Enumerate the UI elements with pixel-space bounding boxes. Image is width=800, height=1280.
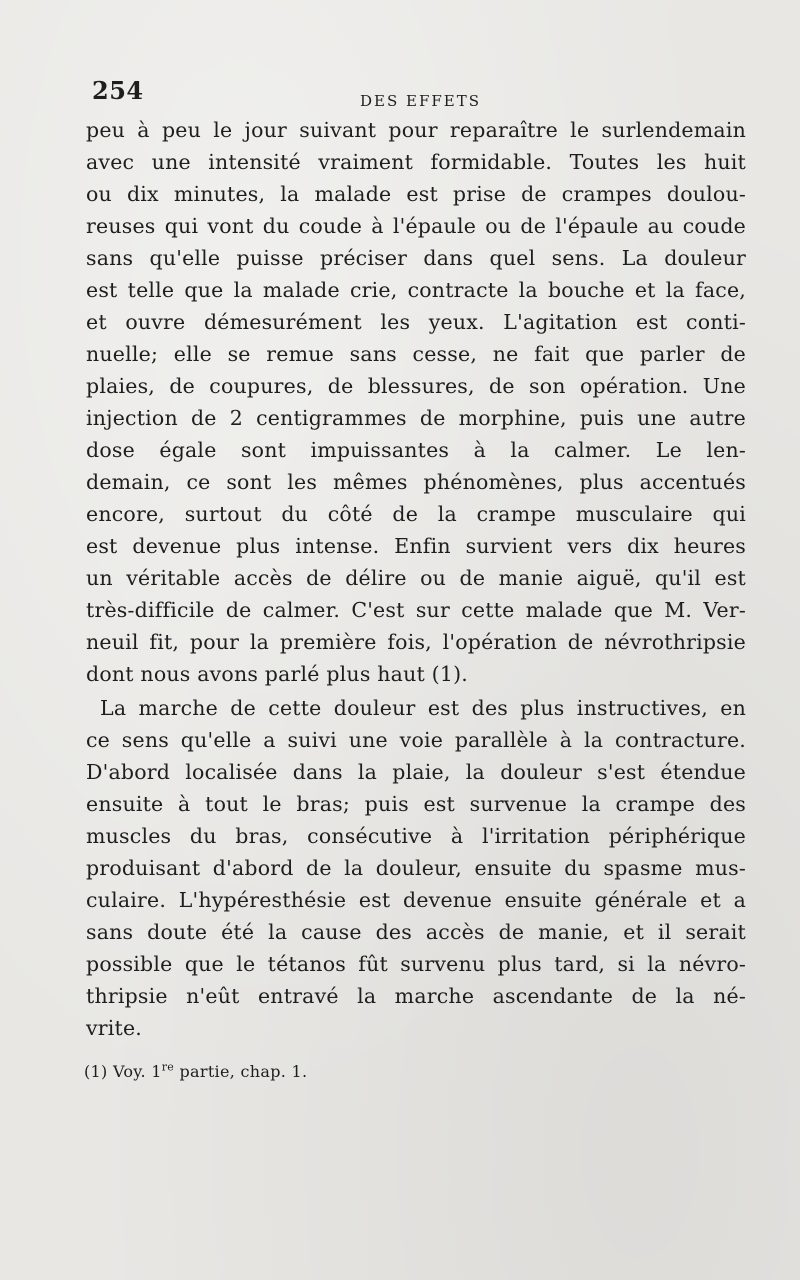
- text-line: plaies, de coupures, de blessures, de son opération. Une: [86, 374, 746, 398]
- paragraph-2: [86, 692, 746, 1044]
- running-head: DES EFFETS: [360, 92, 482, 110]
- text-line: thripsie n'eût entravé la marche ascendante de la né-: [86, 984, 746, 1008]
- text-line: La marche de cette douleur est des plus instructives, en: [100, 696, 746, 720]
- footnote: [84, 1062, 307, 1081]
- text-line: dose égale sont impuissantes à la calmer. Le len-: [86, 438, 746, 462]
- text-line: nuelle; elle se remue sans cesse, ne fait que parler de: [86, 342, 746, 366]
- text-line: est devenue plus intense. Enfin survient vers dix heures: [86, 534, 746, 558]
- text-line: et ouvre démesurément les yeux. L'agitation est conti-: [86, 310, 746, 334]
- text-line: peu à peu le jour suivant pour reparaître le surlendemain: [86, 118, 746, 142]
- footnote-superscript: re: [161, 1060, 175, 1074]
- text-line: ce sens qu'elle a suivi une voie parallèle à la contracture.: [86, 728, 746, 752]
- text-line: muscles du bras, consécutive à l'irritation périphérique: [86, 824, 746, 848]
- text-line: avec une intensité vraiment formidable. Toutes les huit: [86, 150, 746, 174]
- text-line: reuses qui vont du coude à l'épaule ou de l'épaule au coude: [86, 214, 746, 238]
- text-line: demain, ce sont les mêmes phénomènes, plus accentués: [86, 470, 746, 494]
- text-line: encore, surtout du côté de la crampe musculaire qui: [86, 502, 746, 526]
- text-line: est telle que la malade crie, contracte la bouche et la face,: [86, 278, 746, 302]
- footnote-prefix: (1) Voy. 1: [84, 1062, 162, 1081]
- body-text: [86, 114, 746, 1044]
- text-line: dont nous avons parlé plus haut (1).: [86, 662, 468, 686]
- text-line: culaire. L'hypéresthésie est devenue ensuite générale et a: [86, 888, 746, 912]
- text-line: très-difficile de calmer. C'est sur cette malade que M. Ver-: [86, 598, 746, 622]
- paragraph-1: [86, 114, 746, 690]
- text-line: sans doute été la cause des accès de manie, et il serait: [86, 920, 746, 944]
- text-line: D'abord localisée dans la plaie, la douleur s'est étendue: [86, 760, 746, 784]
- text-line: produisant d'abord de la douleur, ensuite du spasme mus-: [86, 856, 746, 880]
- page-header: [92, 76, 742, 112]
- text-line: ensuite à tout le bras; puis est survenue la crampe des: [86, 792, 746, 816]
- text-line: possible que le tétanos fût survenu plus tard, si la névro-: [86, 952, 746, 976]
- text-line: ou dix minutes, la malade est prise de crampes doulou-: [86, 182, 746, 206]
- text-line: un véritable accès de délire ou de manie aiguë, qu'il est: [86, 566, 746, 590]
- text-line: injection de 2 centigrammes de morphine, puis une autre: [86, 406, 746, 430]
- page-number: 254: [92, 76, 144, 105]
- footnote-suffix: partie, chap. 1.: [174, 1062, 308, 1081]
- text-line: sans qu'elle puisse préciser dans quel sens. La douleur: [86, 246, 746, 270]
- text-line: vrite.: [86, 1016, 143, 1040]
- text-line: neuil fit, pour la première fois, l'opération de névrothripsie: [86, 630, 746, 654]
